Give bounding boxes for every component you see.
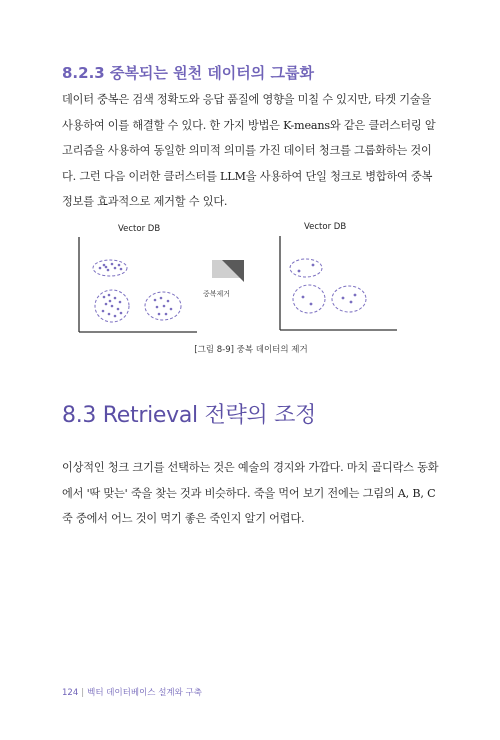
cluster-top-left-points bbox=[99, 263, 123, 272]
book-title: 벡터 데이터베이스 설계와 구축 bbox=[87, 688, 202, 698]
dedup-point bbox=[350, 301, 353, 304]
figure-caption: [그림 8-9] 중복 데이터의 제거 bbox=[194, 345, 308, 355]
page-number: 124 bbox=[62, 688, 79, 698]
dedup-point bbox=[302, 296, 305, 299]
dedup-point bbox=[312, 264, 315, 267]
dedup-cluster-top bbox=[290, 259, 322, 277]
paragraph-chunk-size: 이상적인 청크 크기를 선택하는 것은 예술의 경지와 가깝다. 마치 골디락스 동화에서 '딱 맞는' 죽을 찾는 것과 비슷하다. 죽을 먹어 보기 전에는 그림의 A, B, C 죽 중에서 어느 것이 먹기 좋은 죽인지 알기 어렵다. bbox=[62, 461, 439, 525]
cluster-top-left bbox=[93, 260, 127, 276]
page-footer bbox=[62, 686, 202, 698]
dedup-point bbox=[298, 270, 301, 273]
cluster-bottom-left-points bbox=[102, 294, 123, 318]
section-heading: 8.2.3 중복되는 원천 데이터의 그룹화 bbox=[62, 64, 314, 82]
paragraph-dedup-intro: 데이터 중복은 검색 정확도와 응답 품질에 영향을 미칠 수 있지만, 타겟 기술을 사용하여 이를 해결할 수 있다. 한 가지 방법은 K-means와 같은 클러스터링 알고리즘을 사용하여 동일한 의미적 의미를 가진 데이터 청크를 그룹화하는 것이다. 그런 다음 이러한 클러스터를 LLM을 사용하여 단일 청크로 병합하여 중복 정보를 효과적으로 제거할 수 있다. bbox=[62, 93, 436, 208]
main-heading: 8.3 Retrieval 전략의 조정 bbox=[62, 403, 316, 428]
dedup-cluster-bottom-right bbox=[332, 286, 366, 312]
dedup-cluster-bottom-left bbox=[293, 285, 325, 313]
left-panel-label: Vector DB bbox=[118, 224, 161, 234]
arrow-label: 중복제거 bbox=[203, 290, 231, 298]
footer-separator: | bbox=[81, 688, 85, 698]
figure-diagram bbox=[62, 210, 440, 340]
dedup-point bbox=[342, 297, 345, 300]
right-panel-label: Vector DB bbox=[304, 222, 347, 232]
cluster-bottom-right-points bbox=[154, 297, 173, 316]
figure-dedup bbox=[62, 210, 440, 360]
dedup-point bbox=[310, 303, 313, 306]
dedup-point bbox=[354, 294, 357, 297]
